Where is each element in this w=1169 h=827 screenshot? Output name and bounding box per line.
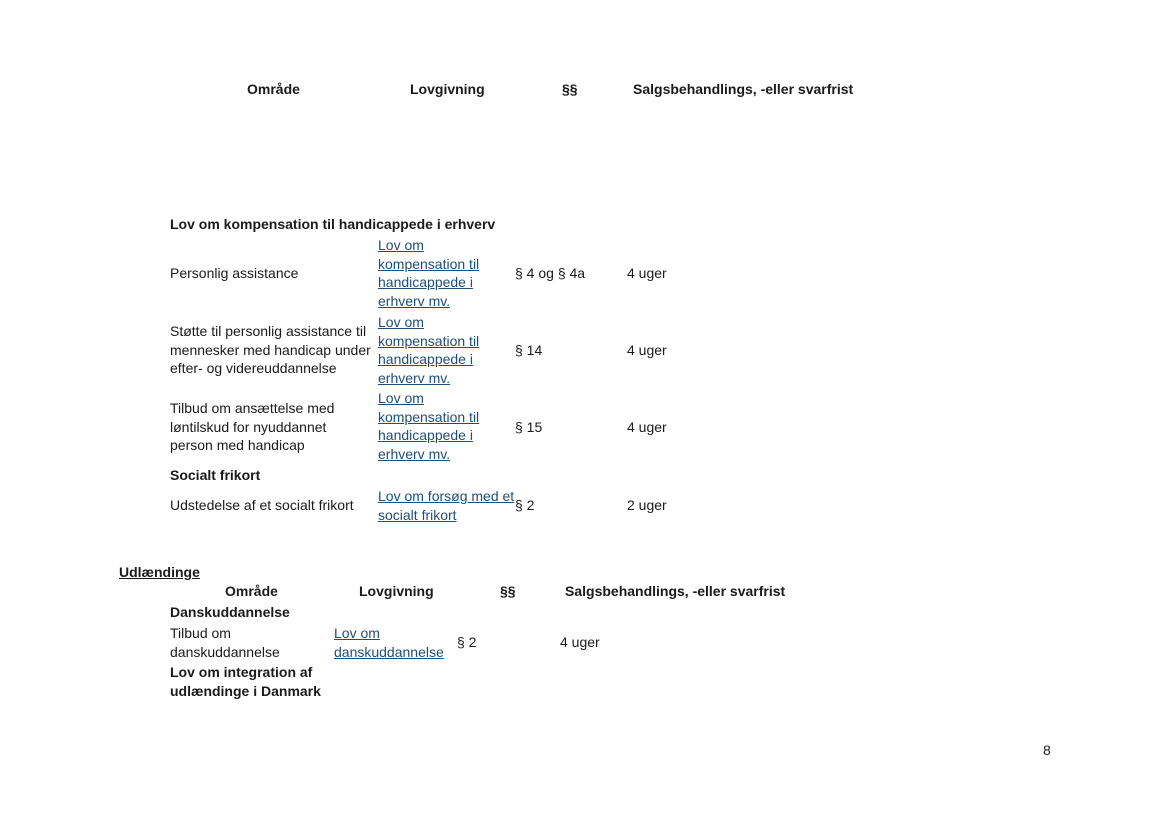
row3-paragraph: § 15 bbox=[515, 419, 543, 435]
udl-row-paragraph: § 2 bbox=[457, 634, 477, 650]
row1-deadline: 4 uger bbox=[627, 265, 667, 281]
udl-header-lovgivning: Lovgivning bbox=[359, 583, 434, 599]
law-link-line[interactable]: erhverv mv. bbox=[378, 293, 451, 310]
area-line: efter- og videreuddannelse bbox=[170, 360, 337, 377]
udl-row-deadline: 4 uger bbox=[560, 634, 600, 650]
section-title-handicap: Lov om kompensation til handicappede i erhverv bbox=[170, 216, 496, 232]
law-link-line[interactable]: erhverv mv. bbox=[378, 446, 451, 463]
row3-law-link[interactable] bbox=[378, 389, 513, 464]
frikort-area: Udstedelse af et socialt frikort bbox=[170, 497, 354, 513]
area-line: Tilbud om ansættelse med bbox=[170, 400, 335, 416]
section-title-frikort: Socialt frikort bbox=[170, 467, 261, 483]
law-link-line[interactable]: socialt frikort bbox=[378, 506, 457, 523]
section-title-integration bbox=[170, 663, 321, 700]
row2-deadline: 4 uger bbox=[627, 342, 667, 358]
law-link-line[interactable]: Lov om bbox=[378, 314, 424, 330]
udl-heading: Udlændinge bbox=[119, 564, 200, 580]
row2-law-link[interactable] bbox=[378, 313, 513, 388]
area-line: Tilbud om bbox=[170, 625, 231, 641]
row3-area bbox=[170, 399, 375, 455]
page-number: 8 bbox=[1043, 742, 1051, 758]
law-link-line[interactable]: kompensation til bbox=[378, 255, 480, 272]
row3-deadline: 4 uger bbox=[627, 419, 667, 435]
law-link-line[interactable]: kompensation til bbox=[378, 408, 480, 425]
law-link-line[interactable]: kompensation til bbox=[378, 332, 480, 349]
header-paragraphs: §§ bbox=[562, 81, 578, 97]
row1-area: Personlig assistance bbox=[170, 265, 299, 281]
area-line: danskuddannelse bbox=[170, 643, 280, 660]
frikort-deadline: 2 uger bbox=[627, 497, 667, 513]
row2-area bbox=[170, 322, 380, 378]
law-link-line[interactable]: danskuddannelse bbox=[334, 643, 444, 660]
udl-header-deadline: Salgsbehandlings, -eller svarfrist bbox=[565, 583, 786, 599]
header-omraade: Område bbox=[247, 81, 300, 97]
udl-header-omraade: Område bbox=[225, 583, 278, 599]
udl-row-law-link[interactable] bbox=[334, 624, 444, 661]
frikort-law-link[interactable] bbox=[378, 487, 518, 524]
section-line: udlændinge i Danmark bbox=[170, 682, 321, 699]
law-link-line[interactable]: handicappede i bbox=[378, 274, 473, 291]
law-link-line[interactable]: handicappede i bbox=[378, 427, 473, 444]
section-title-danskuddannelse: Danskuddannelse bbox=[170, 604, 290, 620]
area-line: Støtte til personlig assistance til bbox=[170, 323, 367, 339]
frikort-paragraph: § 2 bbox=[515, 497, 535, 513]
row2-paragraph: § 14 bbox=[515, 342, 543, 358]
udl-row-area bbox=[170, 624, 280, 661]
header-deadline: Salgsbehandlings, -eller svarfrist bbox=[633, 81, 854, 97]
law-link-line[interactable]: Lov om bbox=[378, 390, 424, 406]
law-link-line[interactable]: erhverv mv. bbox=[378, 370, 451, 387]
area-line: person med handicap bbox=[170, 437, 305, 454]
row1-paragraph: § 4 og § 4a bbox=[515, 265, 586, 281]
area-line: mennesker med handicap under bbox=[170, 341, 371, 358]
section-line: Lov om integration af bbox=[170, 664, 313, 680]
area-line: løntilskud for nyuddannet bbox=[170, 418, 327, 435]
law-link-line[interactable]: Lov om forsøg med et bbox=[378, 488, 515, 504]
law-link-line[interactable]: Lov om bbox=[378, 237, 424, 253]
law-link-line[interactable]: Lov om bbox=[334, 625, 380, 641]
row1-law-link[interactable] bbox=[378, 236, 513, 311]
udl-header-paragraphs: §§ bbox=[500, 583, 516, 599]
header-lovgivning: Lovgivning bbox=[410, 81, 485, 97]
law-link-line[interactable]: handicappede i bbox=[378, 351, 473, 368]
